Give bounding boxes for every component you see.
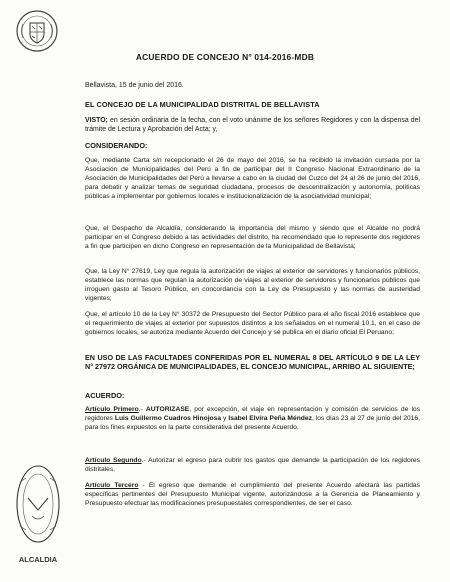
- visto-text: en sesión ordinaria de la fecha, con el voto unánime de los señores Regidores y con la dispensa del trámite de Lectura y Aprobación del Acta; y,: [85, 117, 420, 134]
- visto-label: VISTO;: [85, 117, 108, 124]
- considerando-paragraph-2: Que, el Despacho de Alcaldía, considerando la importancia del mismo y siendo que el Alcalde no podrá participar en el Congreso debido a las actividades del distrito, ha recomendado que lo represente dos regidores a fin que participen en dicho Congreso en representación de la Municipalidad de Bellavista;: [85, 225, 420, 251]
- articulo-primero-label: Artículo Primero: [85, 406, 139, 413]
- document-title: ACUERDO DE CONCEJO N° 014-2016-MDB: [135, 52, 315, 62]
- considerando-label: CONSIDERANDO:: [85, 141, 148, 150]
- considerando-paragraph-1: Que, mediante Carta s/n recepcionado el 26 de mayo del 2016, se ha recibido la invitación cursada por la Asociación de Municipalidades del Perú a fin de participar del II Congreso Nacional Extraordinario de la Asociación de Municipalidades del Perú a llevarse a cabo en la ciudad del Cuzco del 24 al 26 de junio del 2016, para debatir y analizar temas de seguridad ciudadana, procesos de descentralización y autonomía, políticas públicas a implementar por gobiernos locales e institucionalización de la asociatividad municipal;: [85, 157, 420, 201]
- considerando-paragraph-3: Que, la Ley N° 27619, Ley que regula la autorización de viajes al exterior de servidores y funcionarios públicos, establece las normas que regulan la autorización de viajes al exterior de servidores y funcionarios públicos que irroguen gasto al Tesoro Público, en concordancia con la Ley de Presupuesto y las normas de austeridad vigentes;: [85, 268, 420, 303]
- visto-paragraph: [85, 116, 420, 135]
- articulo-segundo-text: Autorizar el egreso para cubrir los gastos que demande la participación de los regidores distritales.: [85, 457, 420, 474]
- articulo-primero-sep: .-: [138, 406, 146, 413]
- articulo-tercero: [85, 481, 420, 508]
- articulo-primero-names-1: Luis Guillermo Cuadros Hinojosa: [114, 415, 222, 423]
- articulo-primero-text-3: , los días 23 al 27 de junio del 2016, para los fines expuestos en la parte considerativa del presente Acuerdo.: [85, 415, 420, 432]
- articulo-primero-lead: AUTORIZASE: [145, 406, 190, 413]
- articulo-segundo: [85, 456, 420, 474]
- articulo-primero-names-2: Isabel Elvira Peña Méndez: [228, 415, 312, 423]
- date-line: Bellavista, 15 de junio del 2016.: [85, 82, 184, 89]
- municipal-secretary-stamp-icon: [14, 458, 62, 576]
- articulo-primero-text-1: , por excepción, el viaje en representación y comisión de servicios de los regidores: [85, 406, 420, 423]
- acuerdo-label: ACUERDO:: [85, 391, 125, 400]
- facultades-paragraph: EN USO DE LAS FACULTADES CONFERIDAS POR EL NUMERAL 8 DEL ARTÍCULO 9 DE LA LEY N° 27972 ORGÁNICA DE MUNICIPALIDADES, EL CONCEJO MUNICIPAL, ARRIBO AL SIGUIENTE;: [85, 353, 420, 372]
- council-heading: EL CONCEJO DE LA MUNICIPALIDAD DISTRITAL DE BELLAVISTA: [85, 100, 320, 109]
- considerando-paragraph-4: Que, el artículo 10 de la Ley N° 30372 de Presupuesto del Sector Público para el año fiscal 2016 establece que el requerimiento de viajes al exterior por supuestos distintos a los señalados en el numeral 10.1, en el caso de gobiernos locales, se autoriza mediante Acuerdo del Concejo y se publica en el diario oficial El Peruano;: [85, 311, 420, 337]
- articulo-primero: [85, 405, 420, 432]
- articulo-primero-text-2: y: [221, 415, 229, 423]
- municipal-coat-of-arms-icon: [14, 8, 60, 54]
- stamp-label: ALCALDIA: [18, 555, 58, 564]
- articulo-tercero-sep: -: [138, 482, 149, 489]
- articulo-segundo-sep: .-: [141, 457, 149, 464]
- articulo-tercero-text: El egreso que demande el cumplimiento del presente Acuerdo afectará las partidas específicas pertinentes del Presupuesto Municipal vigente, autorizándose a la Gerencia de Planeamiento y Presupuesto efectuar las modificaciones presupuestales correspondientes, de ser el caso.: [85, 482, 420, 508]
- articulo-segundo-label: Artículo Segundo: [85, 457, 142, 464]
- articulo-tercero-label: Artículo Tercero: [85, 482, 139, 489]
